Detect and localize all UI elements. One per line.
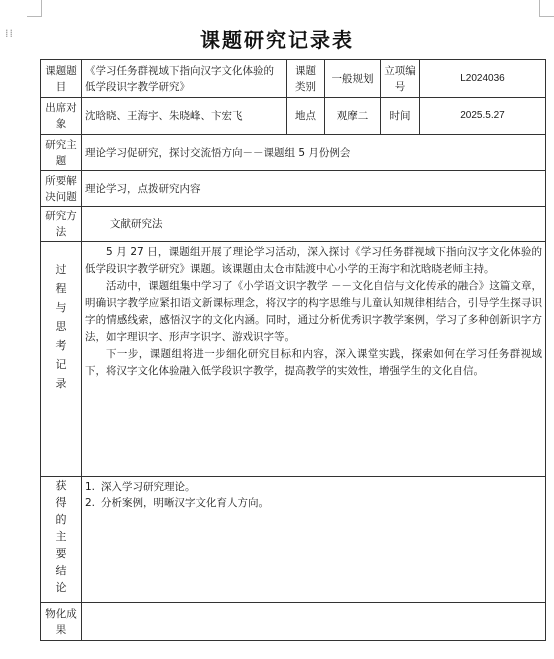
conclusions-label-char: 主	[55, 530, 67, 543]
table-row-attendees	[41, 98, 546, 135]
table-drag-handle-icon[interactable]: ⁞⁞	[5, 27, 14, 40]
topic-label: 课题题目	[41, 60, 82, 98]
process-label-char: 录	[55, 377, 67, 390]
method-value[interactable]: 文献研究法	[82, 207, 546, 242]
table-row-topic	[41, 60, 546, 98]
conclusions-label	[41, 477, 82, 603]
conclusions-label-char: 结	[55, 564, 67, 577]
conclusions-label-char: 论	[55, 581, 67, 594]
time-value[interactable]: 2025.5.27	[420, 98, 546, 135]
table-row-method	[41, 207, 546, 242]
topic-value[interactable]: 《学习任务群视域下指向汉字文化体验的低学段识字教学研究》	[82, 60, 287, 98]
process-label-char: 记	[55, 358, 67, 371]
page-corner-mark-left	[27, 0, 42, 17]
table-row-problem	[41, 171, 546, 207]
process-label-char: 思	[55, 320, 67, 333]
conclusion-text: 分析案例，明晰汉字文化育人方向。	[101, 497, 269, 509]
outcome-value[interactable]	[82, 603, 546, 641]
conclusions-label-char: 获	[55, 479, 67, 492]
location-label: 地点	[287, 98, 325, 135]
process-paragraph: 5 月 27 日，课题组开展了理论学习活动，深入探讨《学习任务群视域下指向汉字文化体验的低学段识字教学研究》课题。该课题由太仓市陆渡中心小学的王海宇和沈晗晓老师主持。	[85, 246, 542, 275]
conclusion-number: 1.	[85, 481, 96, 493]
outcome-label: 物化成果	[41, 603, 82, 641]
attendees-value[interactable]: 沈晗晓、王海宇、朱晓峰、卞宏飞	[82, 98, 287, 135]
process-paragraph: 下一步，课题组将进一步细化研究目标和内容，深入课堂实践，探索如何在学习任务群视域下，将汉字文化体验融入低学段识字教学，提高教学的实效性，增强学生的文化自信。	[85, 348, 542, 377]
table-row-theme	[41, 135, 546, 171]
theme-value[interactable]: 理论学习促研究，探讨交流悟方向－－课题组 5 月份例会	[82, 135, 546, 171]
method-label: 研究方法	[41, 207, 82, 242]
process-label	[41, 242, 82, 477]
theme-label: 研究主题	[41, 135, 82, 171]
conclusion-item	[85, 479, 542, 495]
conclusions-label-char: 要	[55, 547, 67, 560]
conclusions-label-char: 得	[55, 496, 67, 509]
project-no-label: 立项编号	[381, 60, 420, 98]
location-value[interactable]: 观摩二	[325, 98, 381, 135]
category-value[interactable]: 一般规划	[325, 60, 381, 98]
table-row-conclusions	[41, 477, 546, 603]
research-record-table	[40, 59, 546, 641]
category-label: 课题类别	[287, 60, 325, 98]
page-corner-mark-right	[539, 0, 554, 17]
problem-label: 所要解决问题	[41, 171, 82, 207]
conclusion-text: 深入学习研究理论。	[101, 481, 196, 493]
process-paragraph: 活动中，课题组集中学习了《小学语文识字教学 －－文化自信与文化传承的融合》这篇文章，明确识字教学应紧扣语文新课标理念，将汉字的构字思维与儿童认知规律相结合，引导学生探寻识字的情感线索，感悟汉字的文化内涵。同时，通过分析优秀识字教学案例，学习了多种创新识字方法，如字理识字、形声字识字、游戏识字等。	[85, 280, 542, 343]
table-row-process	[41, 242, 546, 477]
process-label-char: 与	[55, 301, 67, 314]
process-label-char: 程	[55, 282, 67, 295]
problem-value[interactable]: 理论学习，点拨研究内容	[82, 171, 546, 207]
table-row-outcome	[41, 603, 546, 641]
process-content[interactable]	[82, 242, 546, 477]
conclusion-item	[85, 495, 542, 511]
conclusions-content[interactable]	[82, 477, 546, 603]
project-no-value[interactable]: L2024036	[420, 60, 546, 98]
conclusions-label-char: 的	[55, 513, 67, 526]
document-title: 课题研究记录表	[200, 28, 354, 52]
conclusion-number: 2.	[85, 497, 96, 509]
time-label: 时间	[381, 98, 420, 135]
attendees-label: 出席对象	[41, 98, 82, 135]
process-label-char: 考	[55, 339, 67, 352]
process-label-char: 过	[55, 263, 67, 276]
